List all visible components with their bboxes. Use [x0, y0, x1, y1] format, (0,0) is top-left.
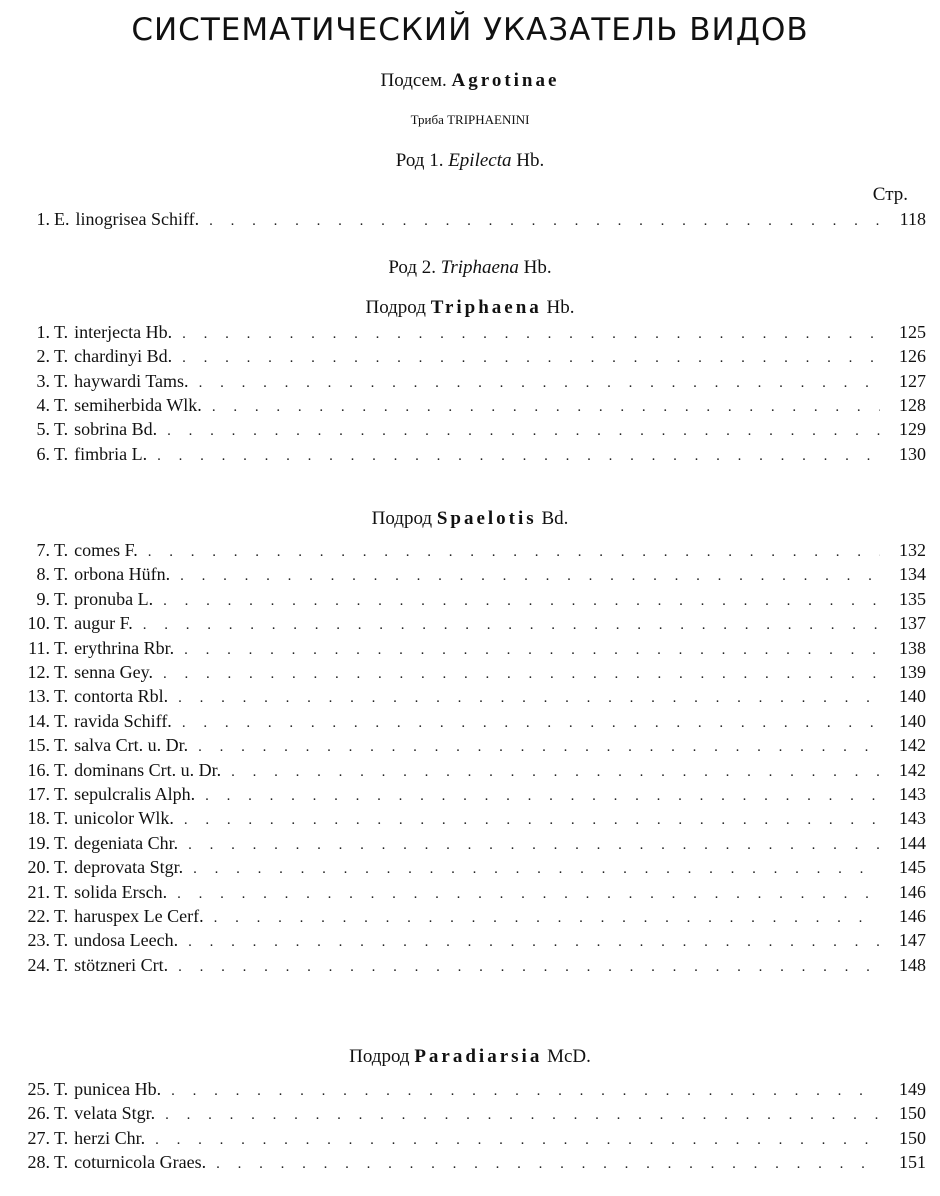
entry-page: 126 [899, 346, 926, 367]
index-entry [20, 733, 926, 757]
entry-genus: T. [54, 857, 69, 878]
entry-species: comes F. [74, 540, 138, 560]
dot-leader [143, 613, 880, 637]
entry-number: 6. [36, 443, 50, 464]
entry-page: 134 [899, 564, 926, 585]
dot-leader [231, 760, 880, 784]
entry-genus: T. [54, 613, 69, 634]
dot-leader [177, 882, 880, 906]
entry-page: 142 [899, 735, 926, 756]
entry-number: 27. [27, 1127, 50, 1148]
index-entry [20, 320, 926, 344]
entry-species: interjecta Hb. [74, 322, 173, 342]
genus1-name: Epilecta [448, 150, 512, 171]
entry-number: 26. [27, 1103, 50, 1124]
entry-page: 143 [899, 808, 926, 829]
entry-genus: T. [54, 832, 69, 853]
entry-species: degeniata Chr. [74, 832, 179, 853]
dot-leader [214, 906, 880, 930]
index-entry [20, 904, 926, 928]
entry-number: 15. [27, 735, 50, 756]
index-entry [20, 709, 926, 733]
entry-genus: T. [54, 394, 69, 415]
entry-species: fimbria L. [74, 443, 148, 464]
entry-page: 138 [899, 637, 926, 658]
subgenus2-name: Spaelotis [436, 508, 537, 529]
entry-page: 135 [899, 588, 926, 609]
entry-page: 132 [899, 540, 926, 560]
dot-leader [184, 638, 880, 662]
entry-species: velata Stgr. [74, 1103, 156, 1124]
dot-leader [163, 589, 880, 613]
index-entry [20, 611, 926, 635]
genus1-prefix: Род 1. [395, 150, 444, 171]
subgenus1-name: Triphaena [430, 297, 542, 318]
entry-genus: E. [54, 209, 70, 229]
entry-genus: T. [54, 540, 69, 560]
entry-page: 125 [899, 322, 926, 342]
genus2-author: Hb. [523, 257, 552, 278]
dot-leader [182, 322, 880, 346]
entry-number: 18. [27, 808, 50, 829]
dot-leader [216, 1152, 880, 1176]
subgenus1-prefix: Подрод [365, 297, 426, 318]
entry-number: 21. [27, 881, 50, 902]
index-entry [20, 782, 926, 806]
entry-genus: T. [54, 1151, 69, 1172]
index-entry [20, 1150, 926, 1174]
entry-species: ravida Schiff. [74, 710, 172, 731]
entry-page: 130 [899, 443, 926, 464]
dot-leader [165, 1103, 880, 1127]
entry-species: linogrisea Schiff. [75, 209, 200, 229]
dot-leader [209, 209, 880, 233]
dot-leader [199, 371, 880, 395]
entry-page: 144 [899, 832, 926, 853]
entry-page: 149 [899, 1079, 926, 1099]
dot-leader [193, 857, 880, 881]
genus1-author: Hb. [516, 150, 545, 171]
entry-genus: T. [54, 662, 69, 682]
subgenus2-prefix: Подрод [371, 508, 433, 529]
dot-leader [178, 686, 880, 710]
entry-genus: T. [54, 930, 69, 951]
entry-page: 137 [899, 613, 926, 634]
entry-page: 128 [899, 394, 926, 415]
index-entry [20, 442, 926, 466]
entry-species: salva Crt. u. Dr. [74, 735, 189, 756]
entry-genus: T. [54, 759, 69, 780]
index-entry [20, 928, 926, 952]
dot-leader [157, 444, 880, 468]
page-title: СИСТЕМАТИЧЕСКИЙ УКАЗАТЕЛЬ ВИДОВ [131, 12, 809, 48]
dot-leader [188, 833, 880, 857]
entry-number: 1. [36, 322, 50, 342]
entry-genus: T. [54, 1103, 69, 1124]
entry-page: 145 [899, 857, 926, 878]
index-entry [20, 880, 926, 904]
entry-page: 129 [899, 419, 926, 440]
index-entry [20, 344, 926, 368]
entry-number: 8. [36, 564, 50, 585]
entry-page: 127 [899, 370, 926, 391]
entry-number: 28. [27, 1151, 50, 1172]
index-entry [20, 562, 926, 586]
entry-number: 1. [36, 209, 50, 229]
index-entry [20, 369, 926, 393]
entry-genus: T. [54, 906, 69, 926]
entry-number: 23. [27, 930, 50, 951]
index-entry [20, 538, 926, 562]
dot-leader [188, 930, 880, 954]
entry-page: 143 [899, 784, 926, 804]
index-entry [20, 953, 926, 977]
entry-page: 150 [899, 1127, 926, 1148]
index-entry [20, 855, 926, 879]
entry-species: deprovata Stgr. [74, 857, 184, 878]
genus2-heading [0, 257, 940, 279]
entry-number: 10. [27, 613, 50, 634]
entry-species: sobrina Bd. [74, 419, 158, 440]
entry-number: 24. [27, 954, 50, 975]
genus1-heading [0, 150, 940, 172]
genus2-prefix: Род 2. [388, 257, 437, 278]
entry-species: herzi Chr. [74, 1127, 146, 1148]
subfamily-prefix: Подсем. [380, 70, 447, 91]
entry-page: 147 [899, 930, 926, 951]
entry-page: 151 [899, 1151, 926, 1172]
dot-leader [182, 711, 880, 735]
entry-species: dominans Crt. u. Dr. [74, 759, 222, 780]
entry-species: chardinyi Bd. [74, 346, 173, 367]
entry-page: 146 [899, 881, 926, 902]
entry-number: 19. [27, 832, 50, 853]
index-entry [20, 1101, 926, 1125]
entry-species: haruspex Le Cerf. [74, 906, 204, 926]
entry-genus: T. [54, 954, 69, 975]
index-entry [20, 587, 926, 611]
dot-leader [205, 784, 880, 808]
subfamily-name: Agrotinae [451, 70, 560, 91]
entry-species: contorta Rbl. [74, 686, 169, 707]
entry-species: sepulcralis Alph. [74, 784, 196, 804]
subgenus3-prefix: Подрод [349, 1046, 410, 1067]
index-entry [20, 636, 926, 660]
entry-page: 146 [899, 906, 926, 926]
page-column-label: Стр. [872, 184, 908, 205]
entry-number: 12. [27, 662, 50, 682]
subgenus3-author: McD. [547, 1046, 591, 1067]
entry-species: senna Gey. [74, 662, 153, 682]
entry-page: 140 [899, 710, 926, 731]
subgenus3-heading [0, 1046, 940, 1068]
entry-page: 118 [899, 209, 926, 229]
entry-species: haywardi Tams. [74, 370, 189, 391]
dot-leader [212, 395, 880, 419]
dot-leader [180, 564, 880, 588]
entry-genus: T. [54, 419, 69, 440]
entry-genus: T. [54, 346, 69, 367]
entry-number: 13. [27, 686, 50, 707]
dot-leader [184, 808, 880, 832]
entry-genus: T. [54, 588, 69, 609]
entry-genus: T. [54, 686, 69, 707]
genus2-name: Triphaena [440, 257, 519, 278]
entry-genus: T. [54, 784, 69, 804]
entry-species: pronuba L. [74, 588, 154, 609]
entry-genus: T. [54, 881, 69, 902]
index-entry [20, 806, 926, 830]
entry-species: undosa Leech. [74, 930, 179, 951]
entry-genus: T. [54, 322, 69, 342]
entry-number: 4. [36, 394, 50, 415]
subgenus2-author: Bd. [541, 508, 569, 529]
entry-genus: T. [54, 1127, 69, 1148]
subgenus1-heading [0, 297, 940, 319]
entry-number: 5. [36, 419, 50, 440]
dot-leader [171, 1079, 880, 1103]
entry-genus: T. [54, 564, 69, 585]
entry-page: 140 [899, 686, 926, 707]
index-entry [20, 684, 926, 708]
entry-number: 9. [36, 588, 50, 609]
entry-genus: T. [54, 808, 69, 829]
subgenus1-author: Hb. [546, 297, 575, 318]
entry-number: 7. [36, 540, 50, 560]
entry-number: 3. [36, 370, 50, 391]
entry-page: 139 [899, 662, 926, 682]
entry-species: orbona Hüfn. [74, 564, 171, 585]
entry-species: augur F. [74, 613, 133, 634]
entry-genus: T. [54, 710, 69, 731]
index-entry [20, 758, 926, 782]
dot-leader [155, 1128, 880, 1152]
entry-genus: T. [54, 1079, 69, 1099]
entry-species: semiherbida Wlk. [74, 394, 202, 415]
subgenus2-heading [0, 508, 940, 530]
index-entry [20, 831, 926, 855]
index-entry [20, 1126, 926, 1150]
entry-number: 11. [28, 637, 50, 658]
subgenus3-name: Paradiarsia [414, 1046, 543, 1067]
entry-page: 142 [899, 759, 926, 780]
entry-number: 20. [27, 857, 50, 878]
index-entry [20, 417, 926, 441]
dot-leader [182, 346, 880, 370]
entry-species: coturnicola Graes. [74, 1151, 207, 1172]
entry-genus: T. [54, 735, 69, 756]
dot-leader [163, 662, 880, 686]
subfamily-heading [0, 70, 940, 92]
index-entry [20, 207, 926, 231]
dot-leader [198, 735, 880, 759]
entry-genus: T. [54, 370, 69, 391]
entry-number: 25. [27, 1079, 50, 1099]
entry-species: unicolor Wlk. [74, 808, 174, 829]
entry-species: punicea Hb. [74, 1079, 162, 1099]
entry-genus: T. [54, 637, 69, 658]
entry-species: erythrina Rbr. [74, 637, 175, 658]
entry-species: solida Ersch. [74, 881, 168, 902]
entry-page: 150 [899, 1103, 926, 1124]
entry-number: 22. [27, 906, 50, 926]
entry-species: stötzneri Crt. [74, 954, 169, 975]
index-entry [20, 1077, 926, 1101]
tribe-heading: Триба TRIPHAENINI [410, 112, 530, 127]
dot-leader [167, 419, 880, 443]
entry-number: 17. [27, 784, 50, 804]
index-entry [20, 660, 926, 684]
dot-leader [178, 955, 880, 979]
entry-page: 148 [899, 954, 926, 975]
entry-genus: T. [54, 443, 69, 464]
entry-number: 2. [36, 346, 50, 367]
entry-number: 14. [27, 710, 50, 731]
index-entry [20, 393, 926, 417]
dot-leader [148, 540, 880, 564]
entry-number: 16. [27, 759, 50, 780]
